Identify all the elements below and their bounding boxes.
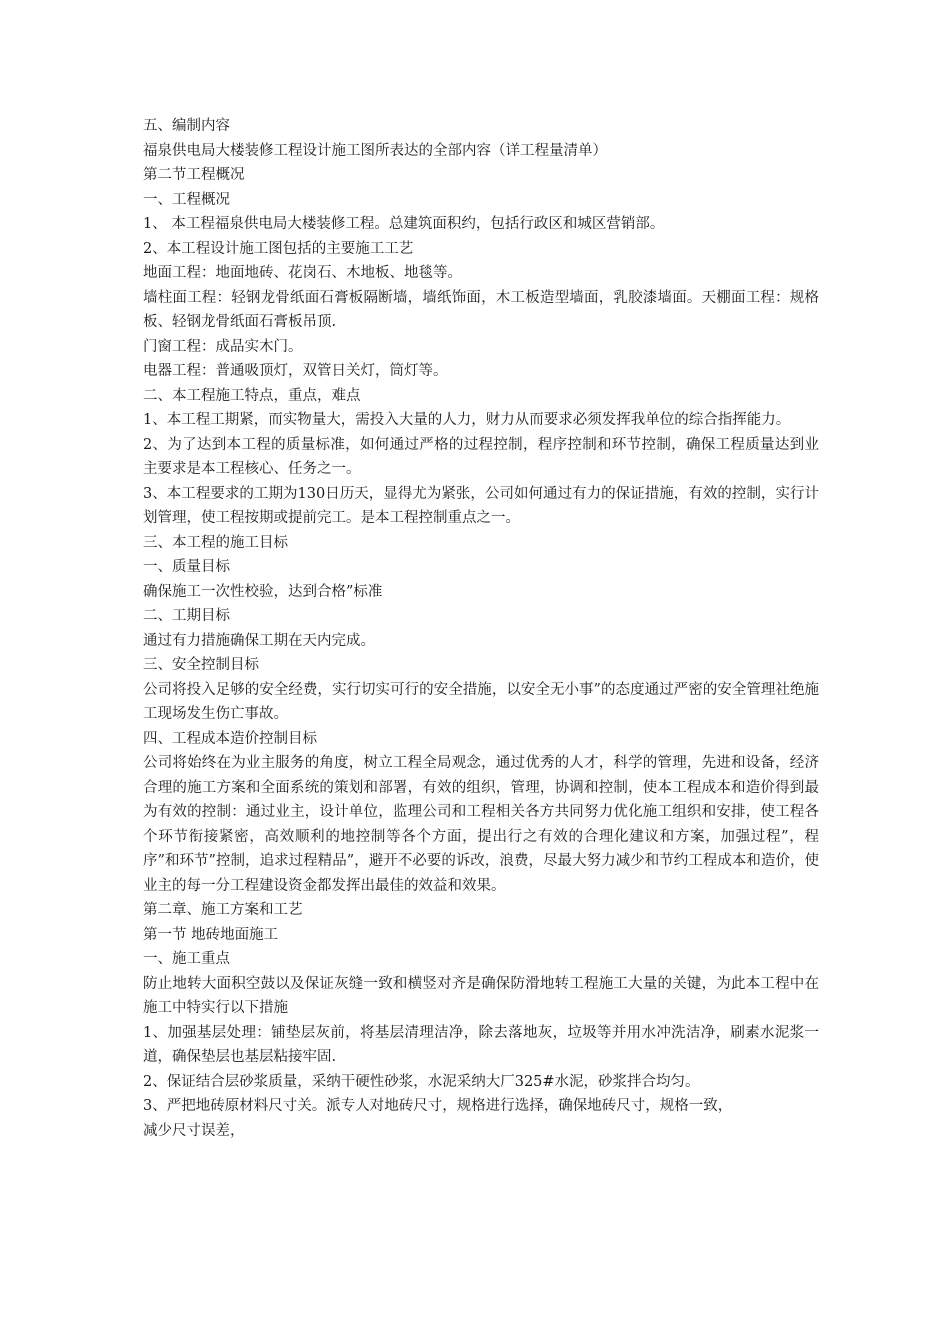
paragraph: 电器工程：普通吸顶灯，双管日关灯，筒灯等。 [143, 363, 448, 379]
section-heading: 三、本工程的施工目标 [143, 534, 288, 551]
paragraph: 福泉供电局大楼装修工程设计施工图所表达的全部内容（详工程量清单） [143, 142, 607, 159]
paragraph: 公司将始终在为业主服务的角度，树立工程全局观念，通过优秀的人才，科学的管理，先进和设备，经济合理的施工方案和全面系统的策划和部署，有效的组织，管理，协调和控制，使本工程成本和造价得到最为有效的控制：通过业主，设计单位，监理公司和工程相关各方共同努力优化施工组织和安排，使工程各个环节衔接紧密，高效顺利的地控制等各个方面，提出行之有效的合理化建议和方案，加强过程”，程序”和环节”控制，追求过程精品”，避开不必要的诉改，浪费，尽最大努力减少和节约工程成本和造价，使业主的每一分工程建设资金都发挥出最佳的效益和效果。 [143, 755, 819, 894]
paragraph: 确保施工一次性校验，达到合格”标准 [143, 583, 383, 600]
paragraph: 墙柱面工程：轻钢龙骨纸面石膏板隔断墙，墙纸饰面，木工板造型墙面，乳胶漆墙面。天棚面工程：规格板、轻钢龙骨纸面石膏板吊顶. [143, 289, 819, 330]
section-heading: 第一节 地砖地面施工 [143, 926, 279, 943]
section-heading: 四、工程成本造价控制目标 [143, 730, 317, 747]
paragraph: 1、加强基层处理：铺垫层灰前，将基层清理洁净，除去落地灰，垃圾等并用水冲洗洁净，刷素水泥浆一道，确保垫层也基层粘接牢固. [143, 1024, 819, 1065]
paragraph: 地面工程：地面地砖、花岗石、木地板、地毯等。 [143, 265, 462, 281]
section-heading: 五、编制内容 [143, 118, 230, 134]
paragraph: 2、本工程设计施工图包括的主要施工工艺 [143, 240, 414, 257]
chapter-heading: 第二章、施工方案和工艺 [143, 902, 303, 918]
document-page [143, 114, 819, 1143]
section-heading: 一、工程概况 [143, 191, 230, 208]
section-heading: 第二节工程概况 [143, 167, 245, 183]
paragraph: 防止地转大面积空鼓以及保证灰缝一致和横竖对齐是确保防滑地转工程施工大量的关键，为此本工程中在施工中特实行以下措施 [143, 975, 819, 1016]
paragraph: 2、保证结合层砂浆质量，采纳干硬性砂浆，水泥采纳大厂325#水泥，砂浆拌合均匀。 [143, 1073, 700, 1090]
paragraph: 1、本工程工期紧，而实物量大，需投入大量的人力，财力从而要求必须发挥我单位的综合指挥能力。 [143, 412, 791, 428]
paragraph: 3、严把地砖原材料尺寸关。派专人对地砖尺寸，规格进行选择，确保地砖尺寸，规格一致， [143, 1098, 733, 1114]
section-heading: 一、施工重点 [143, 951, 230, 967]
section-heading: 二、本工程施工特点，重点，难点 [143, 387, 361, 404]
paragraph: 2、为了达到本工程的质量标准，如何通过严格的过程控制，程序控制和环节控制，确保工程质量达到业主要求是本工程核心、任务之一。 [143, 436, 819, 477]
paragraph: 3、本工程要求的工期为130日历天，显得尤为紧张，公司如何通过有力的保证措施，有效的控制，实行计划管理，使工程按期或提前完工。是本工程控制重点之一。 [143, 485, 819, 526]
paragraph: 减少尺寸误差， [143, 1122, 245, 1139]
paragraph: 公司将投入足够的安全经费，实行切实可行的安全措施，以安全无小事”的态度通过严密的安全管理社绝施工现场发生伤亡事故。 [143, 681, 819, 722]
section-heading: 二、工期目标 [143, 608, 230, 624]
section-heading: 一、质量目标 [143, 559, 230, 575]
section-heading: 三、安全控制目标 [143, 657, 259, 673]
paragraph: 门窗工程：成品实木门。 [143, 338, 303, 355]
paragraph: 通过有力措施确保工期在天内完成。 [143, 632, 375, 649]
paragraph: 1、 本工程福泉供电局大楼装修工程。总建筑面积约，包括行政区和城区营销部。 [143, 216, 665, 232]
